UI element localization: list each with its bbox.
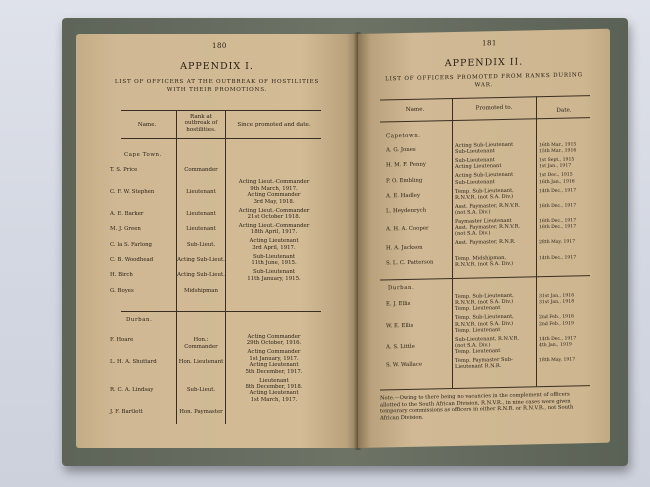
promoted-line: Acting Lieutenant: [455, 163, 502, 171]
promoted-line: Acting Sub-Lieutenant: [455, 141, 514, 149]
section-heading: Cape Town.: [124, 152, 162, 158]
officer-name: C. B. Woodhead: [110, 257, 154, 263]
promoted-line: Temp. Lieutenant: [455, 348, 501, 356]
header-bottom-rule: [121, 138, 321, 139]
promotion-line: Acting Lieutenant: [249, 362, 299, 369]
promotion-date: 2nd Feb., 1919: [539, 321, 574, 327]
promoted-line: Asst. Paymaster, R.N.V.R.: [455, 202, 521, 210]
promotion-date: 2nd Feb., 1916: [539, 314, 574, 321]
promotion-line: Lieutenant: [259, 377, 289, 384]
officer-name: T. S. Price: [110, 167, 138, 174]
section-rule: [121, 311, 321, 312]
officer-name: H. Birch: [110, 272, 133, 279]
officer-name: A. E. Barker: [110, 210, 144, 217]
officer-rank: Lieutenant: [186, 189, 216, 195]
promoted-line: Temp. Paymaster Sub-: [455, 356, 513, 365]
promotion-date: 16th Mar., 1915: [539, 142, 577, 149]
page-number: 181: [482, 39, 497, 48]
header-bottom-rule: [380, 117, 590, 122]
promotion-date: 16th Dec., 1917: [539, 203, 577, 210]
right-page: [358, 29, 610, 448]
promotion-line: 11th June, 1915.: [251, 260, 297, 267]
officer-name: A. E. Hadley: [386, 192, 421, 200]
promotion-date: 1st Sept., 1915: [539, 157, 575, 164]
officer-name: R. C. A. Lindsay: [110, 387, 154, 394]
promotion-date: 4th Jan., 1919: [539, 342, 572, 349]
officer-name: C. la S. Farlong: [110, 241, 152, 248]
col-header-name: Name.: [137, 122, 157, 128]
promotion-line: 18th April, 1917.: [250, 229, 298, 236]
promotion-date: 16th Dec., 1917: [539, 218, 577, 225]
col-header-rank: Rank at outbreak of hostilities.: [184, 114, 218, 133]
officer-name: F. Hoare: [110, 337, 134, 344]
promotion-line: 11th January, 1915.: [247, 275, 301, 282]
promoted-line: Sub-Lieutenant, R.N.V.R.: [455, 335, 520, 343]
col-header-promoted: Promoted to.: [475, 104, 513, 112]
officer-rank: Sub-Lieut.: [186, 387, 216, 394]
section-heading: Durban.: [126, 317, 153, 323]
promoted-line: R.N.V.R. (not S.A. Div.): [455, 298, 514, 307]
promoted-line: Temp. Sub-Lieutenant,: [455, 314, 514, 322]
promotion-date: 16th Dec., 1917: [539, 224, 577, 231]
section-rule: [380, 275, 590, 280]
officer-name: A. S. Little: [386, 343, 415, 351]
promotion-line: 1st January, 1917.: [249, 355, 299, 362]
officer-name: E. J. Ellis: [386, 301, 411, 308]
promoted-line: Sub-Lieutenant: [455, 148, 495, 156]
officer-name: L. Heydenrych: [386, 207, 427, 215]
promoted-line: Asst. Paymaster, R.N.V.R.: [455, 223, 521, 232]
promotion-date: 31st Jan., 1918: [539, 299, 575, 306]
officer-rank: Sub-Lieut.: [186, 241, 216, 248]
promotion-line: 5th December, 1917.: [245, 368, 303, 375]
footnote: Note.—Owing to there being no vacancies in the complement of officers allotted to the South African Division, R.N.V.R., in nine cases were given temporary commissions as officers in either R.N.R. or R.N.V.R., not South African Division.: [380, 391, 574, 422]
promotion-line: Sub-Lieutenant: [252, 253, 296, 260]
promotion-line: Sub-Lieutenant: [252, 269, 296, 276]
table-bottom-rule: [380, 385, 590, 390]
promoted-line: R.N.V.R. (not S.A. Div.): [455, 260, 514, 268]
officer-rank: Hon. Lieutenant: [178, 359, 224, 365]
column-divider: [176, 110, 177, 424]
col-header-promotions: Since promoted and date.: [237, 122, 311, 128]
officer-name: J. F. Bartlett: [110, 409, 143, 415]
appendix-caption: LIST OF OFFICERS AT THE OUTBREAK OF HOSTILITIES WITH THEIR PROMOTIONS.: [114, 79, 320, 93]
officer-name: S. W. Wallace: [386, 361, 423, 369]
promotion-date: 18th May, 1917: [539, 357, 576, 364]
promoted-line: (not S.A. Div.): [455, 342, 491, 349]
promotion-line: Acting Commander: [247, 349, 301, 356]
appendix-title: APPENDIX I.: [180, 61, 254, 72]
promotion-line: 9th March, 1917.: [250, 185, 298, 192]
promotion-date: 28th May, 1917: [539, 239, 576, 246]
table-top-rule: [121, 110, 321, 111]
promoted-line: Temp. Lieutenant: [455, 326, 501, 334]
promotion-line: 8th December, 1918.: [245, 384, 303, 390]
officer-rank: Lieutenant: [186, 226, 216, 233]
promotion-line: Acting Commander: [247, 334, 301, 340]
promotion-date: 1st Dec., 1915: [539, 172, 573, 179]
promoted-line: Lieutenant R.N.R.: [455, 363, 502, 371]
promotion-line: 3rd May, 1918.: [253, 198, 295, 205]
promoted-line: R.N.V.R. (not S.A. Div.): [455, 320, 514, 328]
promotion-line: Acting Lieutenant: [249, 238, 299, 245]
promotion-date: 14th Dec., 1917: [539, 188, 577, 194]
col-header-date: Date.: [556, 107, 572, 114]
promotion-date: 14th Dec., 1917: [539, 255, 577, 261]
promoted-line: Sub-Lieutenant: [455, 178, 495, 186]
col-header-name: Name.: [405, 106, 425, 114]
appendix-title: APPENDIX II.: [444, 56, 524, 70]
promotion-date: 14th Dec., 1917: [539, 336, 577, 343]
officer-rank: Hon. Paymaster: [179, 409, 223, 415]
officer-name: A. H. A. Cooper: [386, 225, 429, 233]
promoted-line: Temp. Sub-Lieutenant,: [455, 292, 514, 300]
promoted-line: Temp. Lieutenant: [455, 305, 501, 313]
promotion-date: 31st Jan., 1916: [539, 293, 575, 300]
officer-name: L. H. A. Shuttard: [110, 359, 157, 365]
promotion-date: 1st Jan., 1917: [539, 163, 572, 170]
officer-rank: Midshipman: [184, 287, 218, 294]
promotion-line: Acting Lieut.-Commander: [238, 207, 310, 214]
officer-rank: Lieutenant: [186, 210, 216, 217]
promoted-line: Acting Sub-Lieutenant: [455, 172, 514, 180]
promoted-line: (not S.A. Div.): [455, 209, 491, 216]
promotion-line: 21st October 1918.: [247, 214, 301, 220]
promoted-line: Temp. Sub-Lieutenant,: [455, 187, 514, 195]
table-top-rule: [380, 95, 590, 100]
officer-name: P. O. Embling: [386, 177, 423, 184]
promotion-line: Acting Lieut.-Commander: [238, 179, 310, 186]
page-number: 180: [212, 42, 227, 50]
column-divider: [536, 96, 537, 386]
officer-name: C. F. W. Stephen: [110, 189, 155, 195]
officer-name: G. Boyes: [110, 287, 134, 294]
officer-name: H. M. F. Penny: [386, 161, 426, 169]
promoted-line: (not S.A. Div.): [455, 230, 491, 238]
promotion-line: Acting Lieutenant: [249, 390, 299, 397]
promoted-line: Asst. Paymaster, R.N.R.: [455, 239, 516, 247]
officer-name: A. G. Jones: [386, 146, 416, 154]
officer-name: H. A. Jackson: [386, 244, 423, 251]
open-book: [62, 18, 628, 466]
promoted-line: R.N.V.R. (not S.A. Div.): [455, 193, 514, 201]
promoted-line: Temp. Midshipman,: [455, 254, 507, 262]
promotion-line: Acting Commander: [247, 192, 301, 199]
officer-name: W. E. Ellis: [386, 322, 414, 330]
column-divider: [452, 98, 453, 388]
officer-name: S. L. C. Patterson: [386, 259, 434, 267]
officer-name: M. J. Green: [110, 226, 141, 233]
left-page: [76, 34, 358, 448]
section-heading: Capetown.: [386, 132, 421, 140]
appendix-caption: LIST OF OFFICERS PROMOTED FROM RANKS DURING WAR.: [385, 72, 583, 89]
officer-rank: Commander: [184, 167, 218, 174]
promotion-date: 15th Mar., 1916: [539, 148, 577, 155]
promotion-line: 3rd April, 1917.: [252, 244, 296, 251]
officer-rank: Acting Sub-Lieut.: [177, 272, 225, 279]
promotion-date: 16th Jan., 1916: [539, 179, 575, 185]
promoted-line: Paymaster Lieutenant: [455, 217, 512, 225]
promotion-line: 1st March, 1917.: [250, 396, 298, 403]
promoted-line: Sub-Lieutenant: [455, 157, 495, 165]
promotion-line: 29th October, 1916.: [246, 340, 302, 347]
officer-rank: Acting Sub-Lieut.: [177, 257, 225, 263]
officer-rank: Hon.: Commander: [184, 337, 218, 350]
promotion-line: Acting Lieut.-Commander: [238, 223, 310, 229]
section-heading: Durban.: [388, 284, 415, 292]
